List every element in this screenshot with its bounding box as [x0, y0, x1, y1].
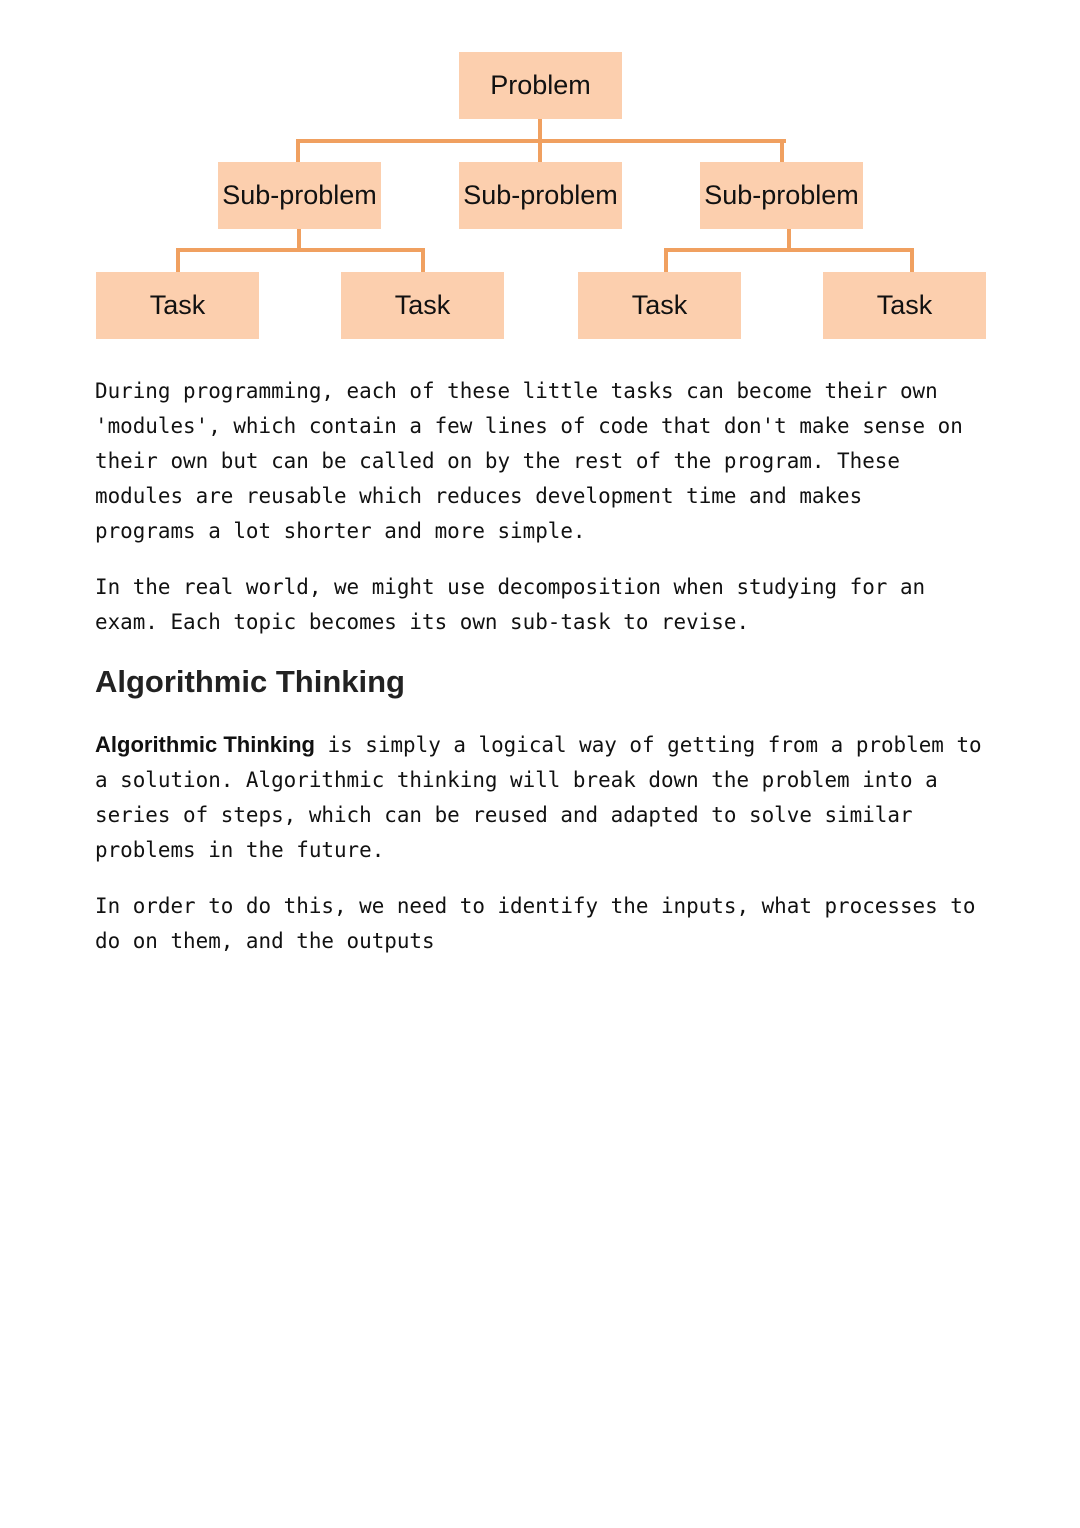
section-heading: Algorithmic Thinking — [95, 664, 405, 699]
connector — [664, 248, 668, 272]
connector — [780, 139, 784, 162]
subproblem-box: Sub-problem — [218, 162, 381, 229]
paragraph-text: is simply a logical way of getting from a problem to a solution. Algorithmic thinking will break down the problem into a series of steps, which can be reused and adapted to solve similar problems in the future. — [95, 733, 982, 862]
connector — [176, 248, 425, 252]
paragraph-modules: During programming, each of these little tasks can become their own 'modules', which contain a few lines of code that don't make sense on their own but can be called on by the rest of the program. These modules are reusable which reduces development time and makes programs a lot shorter and more simple. — [95, 379, 963, 543]
connector — [296, 139, 300, 162]
task-box: Task — [578, 272, 741, 339]
connector — [664, 248, 914, 252]
paragraph-inputs-outputs: In order to do this, we need to identify the inputs, what processes to do on them, and the outputs — [95, 894, 976, 953]
task-box: Task — [341, 272, 504, 339]
subproblem-box: Sub-problem — [700, 162, 863, 229]
connector — [297, 229, 301, 250]
connector — [421, 248, 425, 272]
connector — [176, 248, 180, 272]
connector — [296, 139, 786, 143]
task-box: Task — [96, 272, 259, 339]
subproblem-box: Sub-problem — [459, 162, 622, 229]
connector — [910, 248, 914, 272]
connector — [787, 229, 791, 250]
problem-box: Problem — [459, 52, 622, 119]
paragraph-algorithmic-thinking — [95, 727, 995, 868]
paragraph-real-world: In the real world, we might use decomposition when studying for an exam. Each topic becomes its own sub-task to revise. — [95, 575, 926, 634]
task-box: Task — [823, 272, 986, 339]
bold-term: Algorithmic Thinking — [95, 732, 315, 757]
